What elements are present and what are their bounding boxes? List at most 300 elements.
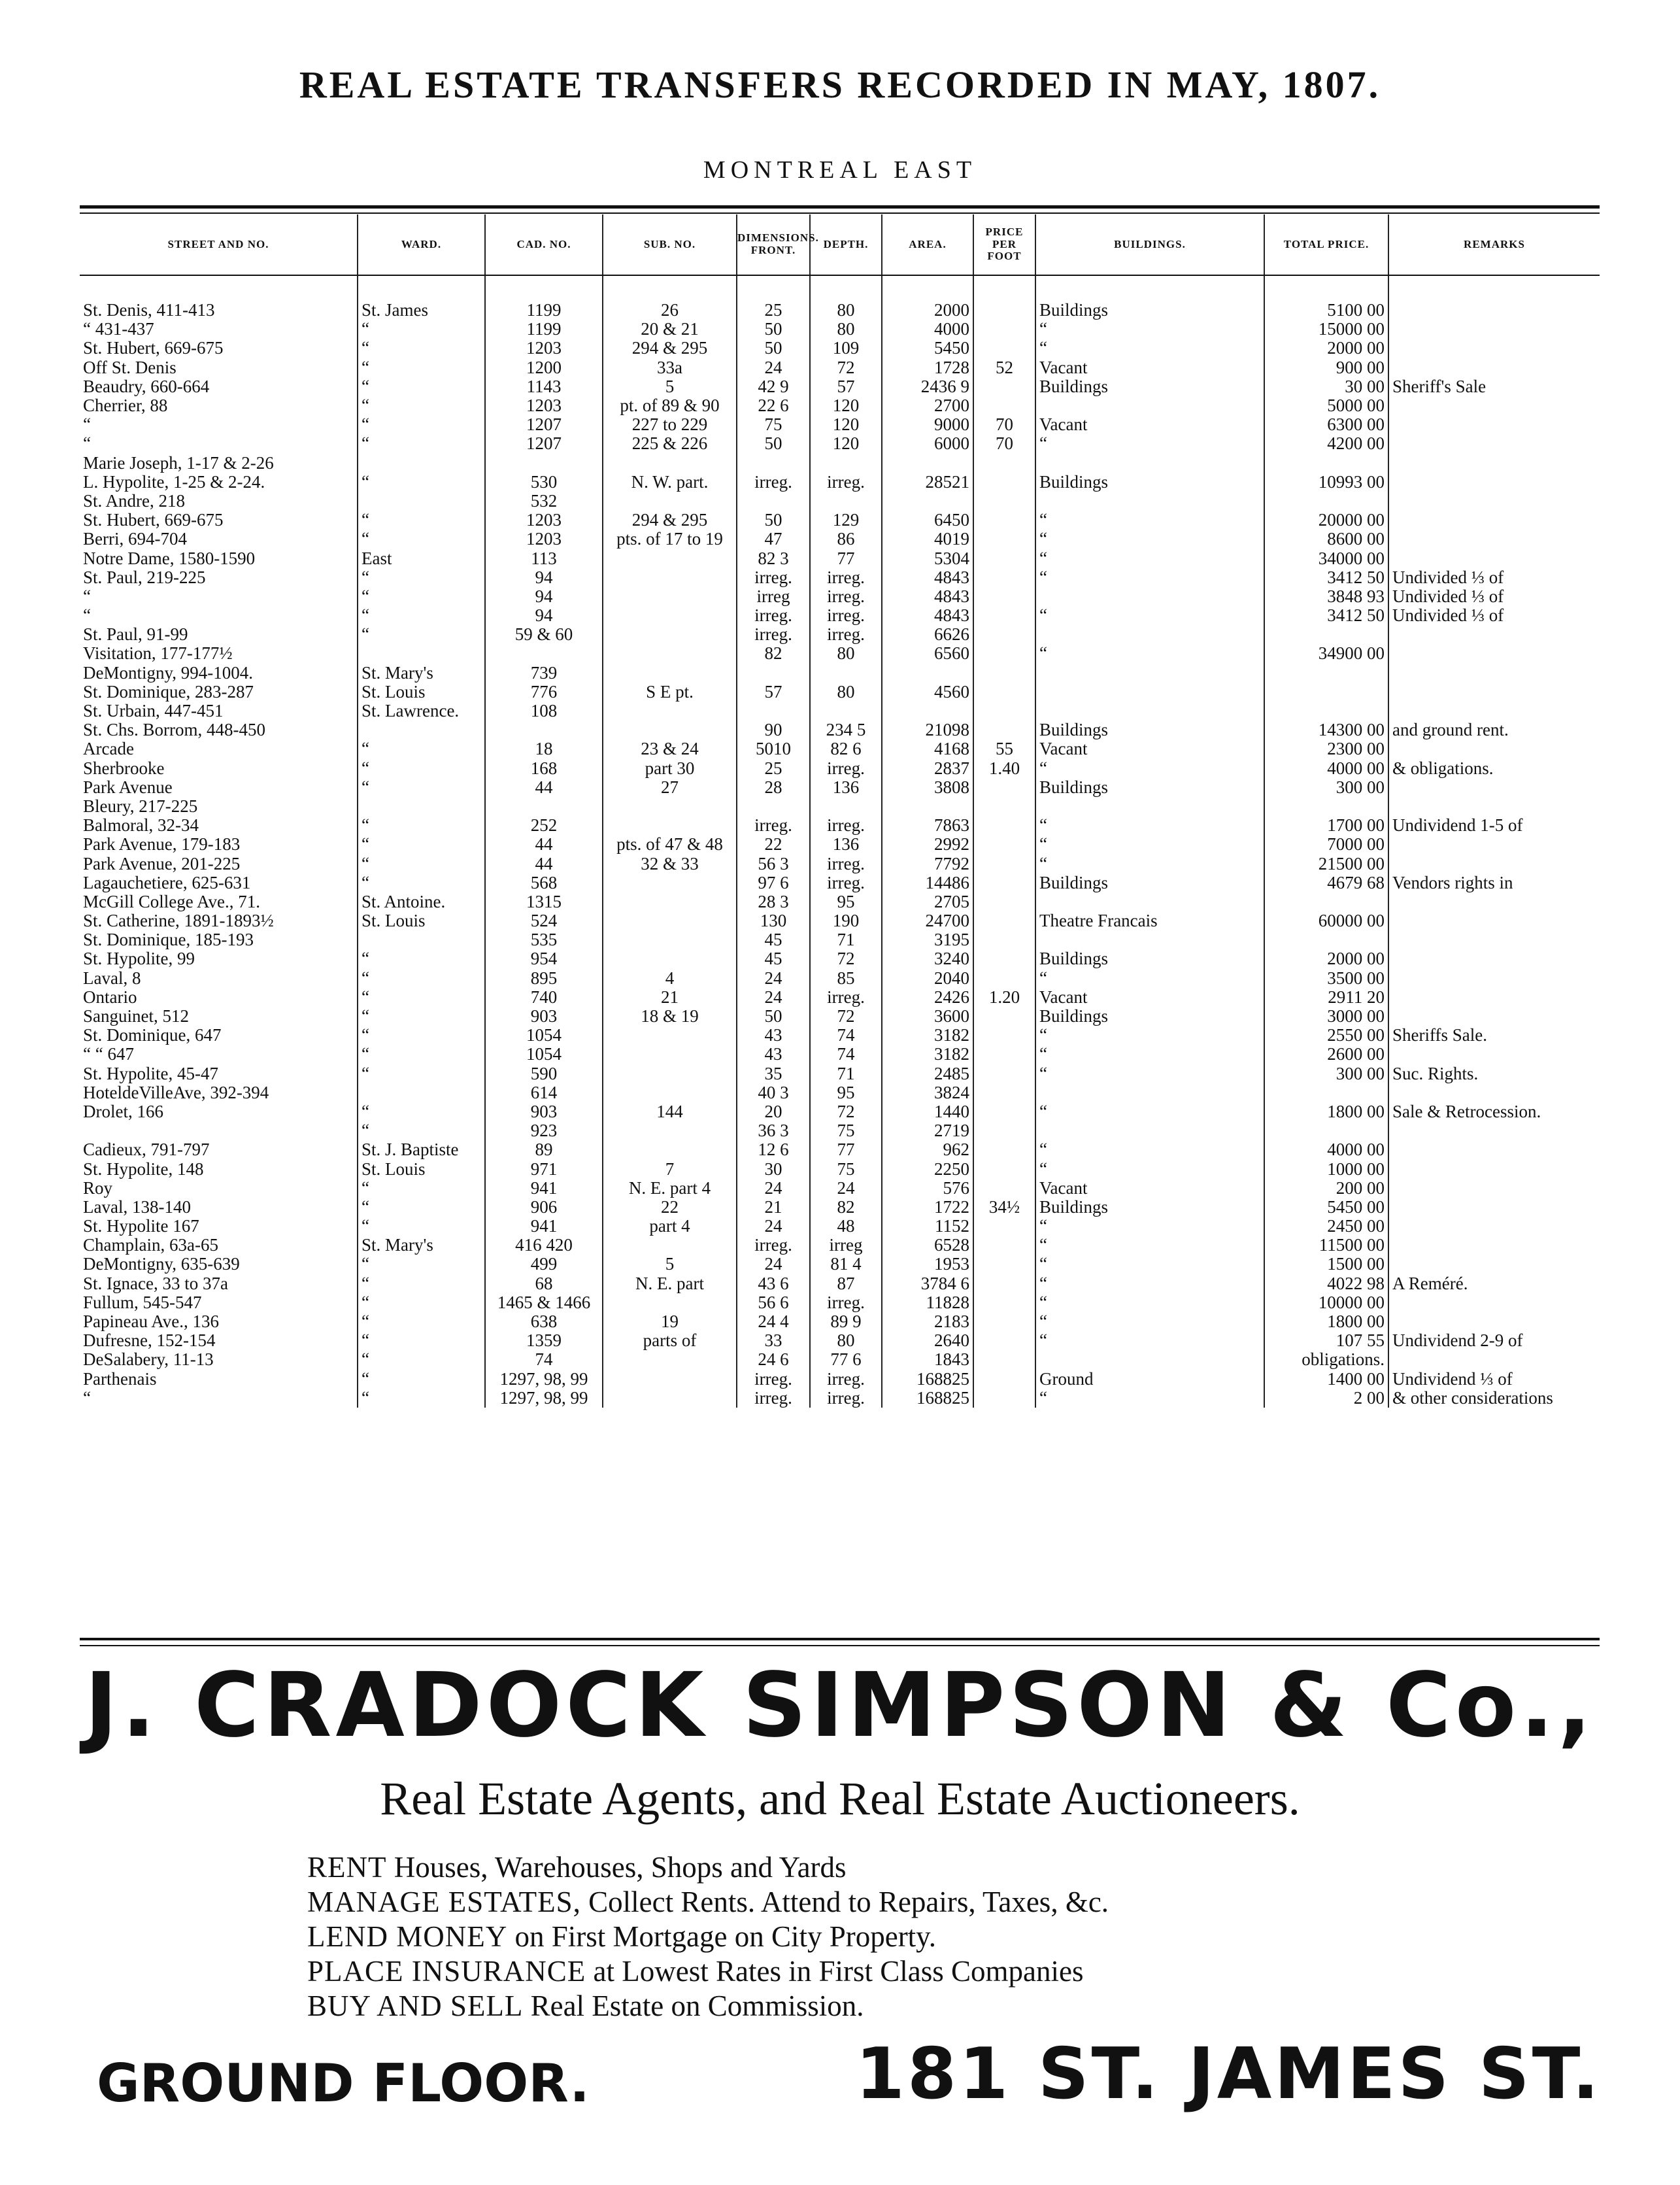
cell-sub-no: part 30	[603, 759, 737, 778]
cell-sub-no: 227 to 229	[603, 415, 737, 434]
cell-cad-no: 638	[485, 1312, 603, 1331]
table-row	[80, 606, 1600, 625]
cell-depth: 89 9	[810, 1312, 882, 1331]
cell-front: 24	[737, 1179, 810, 1198]
cell-cad-no: 168	[485, 759, 603, 778]
cell-remarks	[1388, 778, 1600, 797]
cell-depth: 86	[810, 530, 882, 549]
cell-total-price: 10000 00	[1264, 1293, 1388, 1312]
cell-buildings: “	[1035, 1026, 1264, 1045]
cell-front	[737, 492, 810, 511]
cell-front: 42 9	[737, 377, 810, 396]
cell-ward: “	[358, 1293, 485, 1312]
cell-front: irreg	[737, 587, 810, 606]
cell-buildings	[1035, 396, 1264, 415]
cell-cad-no: 895	[485, 969, 603, 988]
cell-remarks	[1388, 702, 1600, 720]
column-header: WARD.	[358, 214, 485, 275]
spacer-cell	[485, 275, 603, 301]
cell-area: 2640	[882, 1331, 973, 1350]
footer-address: 181 ST. JAMES ST.	[855, 2033, 1602, 2115]
cell-front: irreg.	[737, 568, 810, 587]
table-row	[80, 930, 1600, 949]
cell-total-price: 2300 00	[1264, 739, 1388, 758]
cell-total-price: 15000 00	[1264, 320, 1388, 339]
cell-street: DeMontigny, 994-1004.	[83, 663, 253, 683]
cell-buildings: “	[1035, 1293, 1264, 1312]
cell-front: 130	[737, 911, 810, 930]
bottom-rule	[80, 1638, 1600, 1640]
table-row	[80, 339, 1600, 358]
cell-area: 2705	[882, 892, 973, 911]
cell-sub-no	[603, 1083, 737, 1102]
service-text: Houses, Warehouses, Shops and Yards	[394, 1851, 847, 1884]
cell-street: St. Andre, 218	[83, 491, 186, 511]
table-row	[80, 1083, 1600, 1102]
table-row	[80, 1293, 1600, 1312]
cell-cad-no: 1207	[485, 434, 603, 453]
table-row	[80, 988, 1600, 1007]
cell-buildings: “	[1035, 320, 1264, 339]
cell-front: irreg.	[737, 606, 810, 625]
cell-cad-no: 1054	[485, 1045, 603, 1064]
cell-price-per-foot: 70	[973, 434, 1035, 453]
cell-front: 43	[737, 1026, 810, 1045]
cell-price-per-foot	[973, 511, 1035, 530]
cell-cad-no: 74	[485, 1350, 603, 1369]
cell-area: 2837	[882, 759, 973, 778]
cell-price-per-foot	[973, 854, 1035, 873]
cell-sub-no	[603, 625, 737, 644]
cell-sub-no: 26	[603, 301, 737, 320]
cell-remarks	[1388, 1179, 1600, 1198]
cell-street: St. Catherine, 1891-1893½	[83, 911, 274, 931]
cell-ward: “	[358, 1217, 485, 1236]
cell-cad-no: 499	[485, 1255, 603, 1274]
cell-area	[882, 702, 973, 720]
cell-area: 2426	[882, 988, 973, 1007]
cell-depth: 75	[810, 1121, 882, 1140]
cell-ward: “	[358, 873, 485, 892]
table-row	[80, 530, 1600, 549]
cell-remarks	[1388, 1007, 1600, 1026]
cell-area	[882, 664, 973, 683]
cell-area: 1440	[882, 1102, 973, 1121]
cell-ward: “	[358, 1179, 485, 1198]
cell-area: 3784 6	[882, 1274, 973, 1293]
table-row	[80, 911, 1600, 930]
cell-cad-no: 68	[485, 1274, 603, 1293]
cell-buildings: Buildings	[1035, 778, 1264, 797]
column-header: DIMENSIONS. FRONT.	[737, 214, 810, 275]
cell-price-per-foot	[973, 454, 1035, 473]
cell-area: 962	[882, 1140, 973, 1159]
cell-ward: “	[358, 988, 485, 1007]
cell-front: irreg.	[737, 625, 810, 644]
cell-area: 14486	[882, 873, 973, 892]
cell-ward: “	[358, 358, 485, 377]
cell-sub-no	[603, 568, 737, 587]
cell-front: 50	[737, 320, 810, 339]
cell-ward: St. Louis	[358, 1159, 485, 1178]
cell-cad-no: 906	[485, 1198, 603, 1217]
cell-area: 168825	[882, 1389, 973, 1408]
cell-buildings: “	[1035, 1140, 1264, 1159]
cell-cad-no: 1207	[485, 415, 603, 434]
service-key: RENT	[307, 1851, 387, 1884]
cell-ward: “	[358, 320, 485, 339]
cell-total-price: obligations.	[1264, 1350, 1388, 1369]
cell-total-price: 2000 00	[1264, 339, 1388, 358]
cell-cad-no: 1297, 98, 99	[485, 1370, 603, 1389]
cell-sub-no: 294 & 295	[603, 339, 737, 358]
cell-depth: 109	[810, 339, 882, 358]
cell-area: 3808	[882, 778, 973, 797]
cell-cad-no: 113	[485, 549, 603, 567]
cell-area: 6560	[882, 644, 973, 663]
cell-sub-no	[603, 606, 737, 625]
cell-total-price: 1800 00	[1264, 1102, 1388, 1121]
cell-buildings: “	[1035, 511, 1264, 530]
cell-cad-no: 1359	[485, 1331, 603, 1350]
cell-street: St. Hubert, 669-675	[83, 511, 224, 530]
spacer-cell	[1264, 275, 1388, 301]
service-text: at Lowest Rates in First Class Companies	[593, 1955, 1084, 1988]
cell-street: “	[83, 415, 91, 435]
cell-sub-no: 22	[603, 1198, 737, 1217]
cell-depth	[810, 454, 882, 473]
cell-street: St. Hypolite 167	[83, 1217, 199, 1236]
cell-area: 2040	[882, 969, 973, 988]
cell-remarks	[1388, 1045, 1600, 1064]
cell-depth: 74	[810, 1045, 882, 1064]
cell-buildings: “	[1035, 1274, 1264, 1293]
cell-total-price: 1700 00	[1264, 816, 1388, 835]
cell-price-per-foot	[973, 1217, 1035, 1236]
cell-sub-no: part 4	[603, 1217, 737, 1236]
cell-area: 6528	[882, 1236, 973, 1255]
cell-ward: St. Louis	[358, 911, 485, 930]
cell-sub-no: parts of	[603, 1331, 737, 1350]
cell-cad-no: 1054	[485, 1026, 603, 1045]
cell-front: 50	[737, 1007, 810, 1026]
cell-total-price: 11500 00	[1264, 1236, 1388, 1255]
cell-total-price: 3412 50	[1264, 568, 1388, 587]
cell-front: 24	[737, 1217, 810, 1236]
cell-total-price: 20000 00	[1264, 511, 1388, 530]
cell-sub-no	[603, 1350, 737, 1369]
cell-front: irreg.	[737, 1389, 810, 1408]
cell-buildings: Vacant	[1035, 1179, 1264, 1198]
cell-buildings: “	[1035, 1045, 1264, 1064]
cell-area: 4019	[882, 530, 973, 549]
cell-depth: 72	[810, 1102, 882, 1121]
cell-street: Park Avenue	[83, 777, 173, 797]
cell-front: 82 3	[737, 549, 810, 567]
cell-front: 21	[737, 1198, 810, 1217]
cell-front	[737, 454, 810, 473]
cell-street: Cherrier, 88	[83, 396, 168, 416]
column-header: CAD. NO.	[485, 214, 603, 275]
cell-remarks	[1388, 1255, 1600, 1274]
cell-sub-no	[603, 911, 737, 930]
cell-sub-no: 144	[603, 1102, 737, 1121]
firm-name: J. CRADOCK SIMPSON & Co.,	[84, 1654, 1596, 1757]
cell-sub-no	[603, 1064, 737, 1083]
cell-street: L. Hypolite, 1-25 & 2-24.	[83, 472, 265, 492]
spacer-cell	[882, 275, 973, 301]
cell-street: McGill College Ave., 71.	[83, 892, 260, 911]
cell-cad-no: 44	[485, 835, 603, 854]
cell-buildings: “	[1035, 568, 1264, 587]
cell-area	[882, 454, 973, 473]
cell-cad-no: 532	[485, 492, 603, 511]
cell-remarks: Sale & Retrocession.	[1388, 1102, 1600, 1121]
cell-buildings: Buildings	[1035, 473, 1264, 492]
cell-price-per-foot	[973, 1064, 1035, 1083]
cell-sub-no	[603, 587, 737, 606]
cell-sub-no: S E pt.	[603, 683, 737, 702]
cell-total-price: 6300 00	[1264, 415, 1388, 434]
cell-front: 97 6	[737, 873, 810, 892]
cell-price-per-foot: 55	[973, 739, 1035, 758]
cell-front: 25	[737, 759, 810, 778]
cell-depth: irreg.	[810, 587, 882, 606]
table-row	[80, 854, 1600, 873]
cell-price-per-foot	[973, 530, 1035, 549]
cell-remarks	[1388, 415, 1600, 434]
cell-street: “	[83, 586, 91, 606]
cell-cad-no: 954	[485, 949, 603, 968]
cell-street: DeMontigny, 635-639	[83, 1255, 240, 1274]
cell-ward: St. Louis	[358, 683, 485, 702]
cell-front: 50	[737, 339, 810, 358]
cell-area: 2436 9	[882, 377, 973, 396]
cell-depth: 136	[810, 778, 882, 797]
cell-buildings: Buildings	[1035, 301, 1264, 320]
cell-area: 1953	[882, 1255, 973, 1274]
cell-buildings	[1035, 702, 1264, 720]
cell-remarks	[1388, 549, 1600, 567]
cell-sub-no: 5	[603, 377, 737, 396]
table-row	[80, 683, 1600, 702]
cell-street: Beaudry, 660-664	[83, 377, 210, 396]
cell-buildings: “	[1035, 1255, 1264, 1274]
cell-remarks	[1388, 1293, 1600, 1312]
cell-price-per-foot	[973, 1255, 1035, 1274]
cell-area: 576	[882, 1179, 973, 1198]
cell-depth: 80	[810, 301, 882, 320]
cell-depth: irreg	[810, 1236, 882, 1255]
cell-buildings: Buildings	[1035, 873, 1264, 892]
table-row	[80, 568, 1600, 587]
cell-depth: 95	[810, 892, 882, 911]
cell-area: 2992	[882, 835, 973, 854]
cell-remarks	[1388, 492, 1600, 511]
cell-remarks	[1388, 473, 1600, 492]
cell-depth: 190	[810, 911, 882, 930]
cell-buildings	[1035, 1121, 1264, 1140]
cell-front: 45	[737, 949, 810, 968]
cell-area: 2000	[882, 301, 973, 320]
cell-street: Balmoral, 32-34	[83, 816, 199, 836]
cell-area: 3600	[882, 1007, 973, 1026]
cell-price-per-foot	[973, 1389, 1035, 1408]
cell-cad-no: 941	[485, 1179, 603, 1198]
cell-depth: 80	[810, 320, 882, 339]
cell-street: St. Hypolite, 45-47	[83, 1064, 218, 1083]
cell-buildings: “	[1035, 606, 1264, 625]
cell-depth: 95	[810, 1083, 882, 1102]
cell-sub-no: 18 & 19	[603, 1007, 737, 1026]
cell-ward: “	[358, 415, 485, 434]
cell-ward: “	[358, 1370, 485, 1389]
table-row	[80, 549, 1600, 567]
cell-area: 6000	[882, 434, 973, 453]
table-row	[80, 434, 1600, 453]
cell-remarks	[1388, 320, 1600, 339]
table-row	[80, 1198, 1600, 1217]
cell-street: St. Dominique, 185-193	[83, 930, 254, 950]
cell-buildings: “	[1035, 816, 1264, 835]
cell-depth: 72	[810, 358, 882, 377]
cell-total-price: 5000 00	[1264, 396, 1388, 415]
cell-buildings	[1035, 454, 1264, 473]
cell-depth	[810, 702, 882, 720]
cell-buildings	[1035, 930, 1264, 949]
cell-ward	[358, 797, 485, 816]
cell-price-per-foot	[973, 1007, 1035, 1026]
cell-price-per-foot	[973, 396, 1035, 415]
table-row	[80, 1217, 1600, 1236]
cell-ward: “	[358, 739, 485, 758]
table-row	[80, 301, 1600, 320]
cell-price-per-foot	[973, 778, 1035, 797]
cell-ward	[358, 1083, 485, 1102]
cell-ward: “	[358, 1007, 485, 1026]
cell-ward: “	[358, 1255, 485, 1274]
cell-ward	[358, 492, 485, 511]
cell-buildings: “	[1035, 644, 1264, 663]
cell-sub-no	[603, 930, 737, 949]
cell-total-price: 4679 68	[1264, 873, 1388, 892]
cell-total-price: 4200 00	[1264, 434, 1388, 453]
cell-street: St. Ignace, 33 to 37a	[83, 1274, 228, 1293]
cell-buildings: “	[1035, 854, 1264, 873]
cell-ward: “	[358, 1274, 485, 1293]
cell-cad-no: 44	[485, 854, 603, 873]
cell-total-price: 107 55	[1264, 1331, 1388, 1350]
cell-ward: “	[358, 1121, 485, 1140]
cell-cad-no: 535	[485, 930, 603, 949]
cell-price-per-foot	[973, 873, 1035, 892]
cell-front: 43	[737, 1045, 810, 1064]
cell-remarks	[1388, 797, 1600, 816]
transfer-rows	[80, 275, 1600, 1408]
spacer-cell	[603, 275, 737, 301]
cell-street: Champlain, 63a-65	[83, 1236, 218, 1255]
cell-street: St. Hubert, 669-675	[83, 339, 224, 358]
cell-total-price: 300 00	[1264, 778, 1388, 797]
cell-front: 12 6	[737, 1140, 810, 1159]
cell-depth: 80	[810, 1331, 882, 1350]
cell-price-per-foot	[973, 1370, 1035, 1389]
table-row	[80, 949, 1600, 968]
cell-cad-no: 1203	[485, 530, 603, 549]
cell-ward: “	[358, 625, 485, 644]
cell-remarks	[1388, 988, 1600, 1007]
cell-total-price: 1400 00	[1264, 1370, 1388, 1389]
cell-remarks	[1388, 911, 1600, 930]
table-row	[80, 1045, 1600, 1064]
cell-price-per-foot	[973, 1350, 1035, 1369]
cell-buildings: “	[1035, 1217, 1264, 1236]
cell-ward: “	[358, 759, 485, 778]
service-key: PLACE INSURANCE	[307, 1955, 586, 1988]
cell-depth: irreg.	[810, 1293, 882, 1312]
cell-front: 43 6	[737, 1274, 810, 1293]
cell-street: St. Denis, 411-413	[83, 301, 215, 320]
table-row	[80, 739, 1600, 758]
cell-sub-no: 33a	[603, 358, 737, 377]
table-row	[80, 415, 1600, 434]
cell-ward: “	[358, 1350, 485, 1369]
cell-street: “ “ 647	[83, 1045, 134, 1064]
cell-street: Off St. Denis	[83, 358, 176, 377]
cell-depth: 48	[810, 1217, 882, 1236]
column-header: REMARKS	[1388, 214, 1600, 275]
table-row	[80, 1370, 1600, 1389]
cell-total-price	[1264, 930, 1388, 949]
cell-front	[737, 702, 810, 720]
cell-depth: 120	[810, 434, 882, 453]
cell-price-per-foot	[973, 816, 1035, 835]
cell-sub-no	[603, 949, 737, 968]
cell-front: 22	[737, 835, 810, 854]
cell-sub-no: pts. of 17 to 19	[603, 530, 737, 549]
cell-front: 82	[737, 644, 810, 663]
cell-price-per-foot	[973, 683, 1035, 702]
cell-price-per-foot	[973, 930, 1035, 949]
table-row	[80, 664, 1600, 683]
cell-depth: 234 5	[810, 720, 882, 739]
cell-total-price: 3500 00	[1264, 969, 1388, 988]
cell-depth: 71	[810, 1064, 882, 1083]
cell-buildings: Buildings	[1035, 377, 1264, 396]
cell-ward	[358, 930, 485, 949]
cell-depth: irreg.	[810, 988, 882, 1007]
cell-ward: “	[358, 434, 485, 453]
cell-remarks: and ground rent.	[1388, 720, 1600, 739]
cell-total-price: 60000 00	[1264, 911, 1388, 930]
cell-depth	[810, 492, 882, 511]
cell-total-price	[1264, 1121, 1388, 1140]
cell-remarks: Suc. Rights.	[1388, 1064, 1600, 1083]
cell-price-per-foot: 1.20	[973, 988, 1035, 1007]
cell-buildings: Vacant	[1035, 358, 1264, 377]
table-row	[80, 759, 1600, 778]
top-rule	[80, 205, 1600, 209]
cell-street: Laval, 138-140	[83, 1197, 191, 1217]
cell-ward: “	[358, 854, 485, 873]
cell-depth: 74	[810, 1026, 882, 1045]
cell-ward: “	[358, 377, 485, 396]
cell-area: 2183	[882, 1312, 973, 1331]
cell-depth: irreg.	[810, 606, 882, 625]
cell-area: 6626	[882, 625, 973, 644]
cell-remarks	[1388, 454, 1600, 473]
cell-ward: “	[358, 1102, 485, 1121]
